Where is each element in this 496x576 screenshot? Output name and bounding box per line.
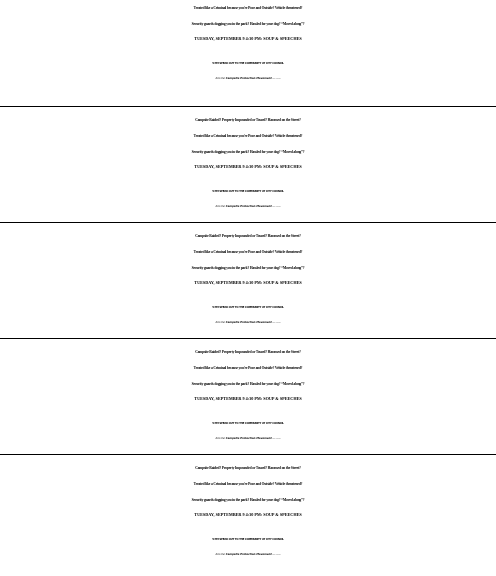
question-line-3: Security guards dogging you in the park? Hassled for your dog? “Moved along”?	[191, 22, 305, 26]
join-line	[0, 199, 496, 215]
question-line-1: Campsite Raided? Property Impounded or Tossed? Harassed on the Street?	[195, 466, 301, 470]
flyer-copy	[0, 0, 496, 95]
event-date-line: TUESDAY, SEPTEMBER 9 4:30 PM: SOUP & SPEECHES	[194, 396, 302, 401]
join-suffix	[272, 323, 281, 324]
flyer-content	[0, 228, 496, 339]
event-date-line: TUESDAY, SEPTEMBER 9 4:30 PM: SOUP & SPEECHES	[194, 280, 302, 285]
cut-line	[0, 338, 496, 339]
soup-line	[0, 406, 496, 417]
question-line-2: Treated like a Criminal because you're Poor and Outside? Vehicle threatened?	[193, 482, 303, 486]
join-line	[0, 315, 496, 331]
flyer-content	[0, 0, 496, 95]
soup-line	[0, 522, 496, 533]
flyer-content	[0, 460, 496, 571]
flyer-content	[0, 344, 496, 455]
join-line	[0, 547, 496, 563]
question-line-2: Treated like a Criminal because you're Poor and Outside? Vehicle threatened?	[193, 134, 303, 138]
join-prefix: Join the	[215, 436, 226, 440]
event-date-line: TUESDAY, SEPTEMBER 9 4:30 PM: SOUP & SPEECHES	[194, 36, 302, 41]
flyer-footer	[0, 563, 496, 571]
question-line-3: Security guards dogging you in the park? Hassled for your dog? “Moved along”?	[191, 266, 305, 270]
question-line-3: Security guards dogging you in the park? Hassled for your dog? “Moved along”?	[191, 382, 305, 386]
join-suffix	[272, 207, 281, 208]
join-prefix: Join the	[215, 76, 226, 80]
campaign-name: Campsite Protection Movement	[225, 205, 272, 208]
cut-line	[0, 454, 496, 455]
question-line-1: Campsite Raided? Property Impounded or Tossed? Harassed on the Street?	[195, 234, 301, 238]
question-line-1: Campsite Raided? Property Impounded or Tossed? Harassed on the Street?	[195, 350, 301, 354]
question-line-3: Security guards dogging you in the park? Hassled for your dog? “Moved along”?	[191, 498, 305, 502]
question-line-2: Treated like a Criminal because you're Poor and Outside? Vehicle threatened?	[193, 250, 303, 254]
speak-out-line: 5 PM SPEAK OUT TO THE COMMUNITY AT CITY COUNCIL	[212, 306, 284, 309]
question-line-1: Campsite Raided? Property Impounded or Tossed? Harassed on the Street?	[195, 118, 301, 122]
soup-line	[0, 174, 496, 185]
join-suffix	[272, 555, 281, 556]
flyer-content	[0, 112, 496, 223]
campaign-name: Campsite Protection Movement	[225, 437, 272, 440]
flyer-copy	[0, 228, 496, 339]
join-suffix	[272, 439, 281, 440]
event-date-line: TUESDAY, SEPTEMBER 9 4:30 PM: SOUP & SPEECHES	[194, 512, 302, 517]
join-prefix: Join the	[215, 320, 226, 324]
flyer-copy	[0, 460, 496, 571]
speak-out-line: 5 PM SPEAK OUT TO THE COMMUNITY AT CITY COUNCIL	[212, 422, 284, 425]
flyer-footer	[0, 87, 496, 95]
join-prefix: Join the	[215, 204, 226, 208]
cut-line	[0, 106, 496, 107]
question-line-2: Treated like a Criminal because you're Poor and Outside? Vehicle threatened?	[193, 6, 303, 10]
speak-out-line: 5 PM SPEAK OUT TO THE COMMUNITY AT CITY COUNCIL	[212, 62, 284, 65]
campaign-name: Campsite Protection Movement	[225, 321, 272, 324]
soup-line	[0, 290, 496, 301]
join-prefix: Join the	[215, 552, 226, 556]
cut-line	[0, 222, 496, 223]
event-date-line: TUESDAY, SEPTEMBER 9 4:30 PM: SOUP & SPEECHES	[194, 164, 302, 169]
campaign-name: Campsite Protection Movement	[225, 553, 272, 556]
flyer-copy	[0, 344, 496, 455]
join-line	[0, 71, 496, 87]
join-suffix	[272, 79, 281, 80]
campaign-name: Campsite Protection Movement	[225, 77, 272, 80]
soup-line	[0, 46, 496, 57]
join-line	[0, 431, 496, 447]
question-line-3: Security guards dogging you in the park? Hassled for your dog? “Moved along”?	[191, 150, 305, 154]
speak-out-line: 5 PM SPEAK OUT TO THE COMMUNITY AT CITY COUNCIL	[212, 538, 284, 541]
speak-out-line: 5 PM SPEAK OUT TO THE COMMUNITY AT CITY COUNCIL	[212, 190, 284, 193]
flyer-copy	[0, 112, 496, 223]
question-line-2: Treated like a Criminal because you're Poor and Outside? Vehicle threatened?	[193, 366, 303, 370]
